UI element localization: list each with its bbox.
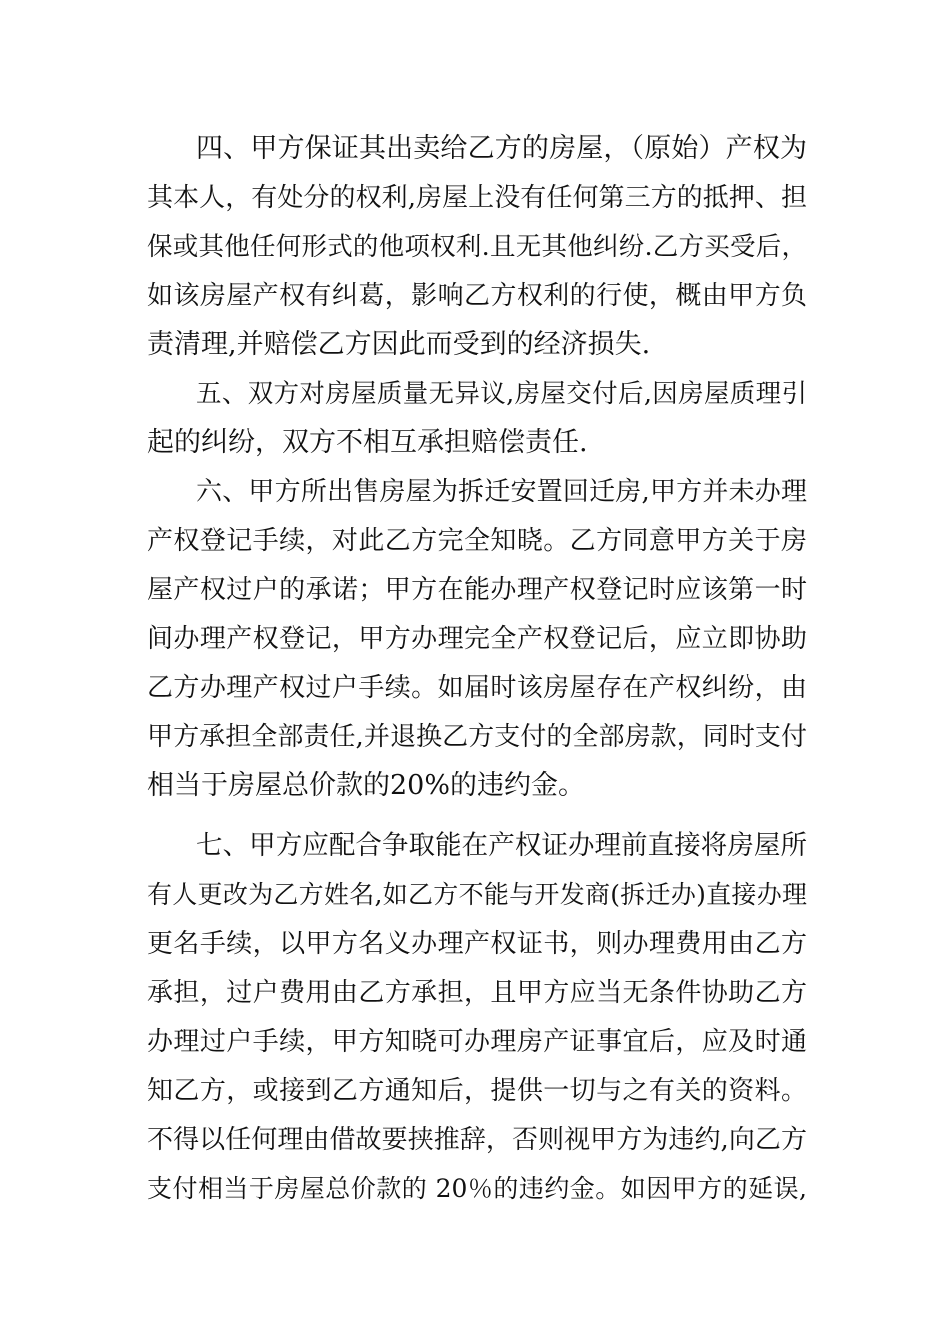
clause-4-line-3: 保或其他任何形式的他项权利.且无其他纠纷.乙方买受后， xyxy=(147,232,807,262)
clause-7-line-6: 知乙方，或接到乙方通知后，提供一切与之有关的资料。 xyxy=(147,1076,807,1106)
clause-5-line-1: 五、双方对房屋质量无异议,房屋交付后,因房屋质理引 xyxy=(196,379,807,409)
clause-6-line-4: 间办理产权登记，甲方办理完全产权登记后，应立即协助 xyxy=(147,624,807,654)
clause-4-line-5: 责清理,并赔偿乙方因此而受到的经济损失. xyxy=(147,329,651,360)
clause-6-line-6: 甲方承担全部责任,并退换乙方支付的全部房款，同时支付 xyxy=(147,722,807,752)
clause-6-line-2: 产权登记手续，对此乙方完全知晓。乙方同意甲方关于房 xyxy=(147,526,807,556)
clause-4-line-4: 如该房屋产权有纠葛，影响乙方权利的行使，概由甲方负 xyxy=(147,281,807,311)
clause-6-line-3: 屋产权过户的承诺；甲方在能办理产权登记时应该第一时 xyxy=(147,575,807,605)
clause-7-line-7: 不得以任何理由借故要挟推辞，否则视甲方为违约,向乙方 xyxy=(147,1125,807,1155)
clause-4-line-2: 其本人，有处分的权利,房屋上没有任何第三方的抵押、担 xyxy=(147,183,807,213)
clause-6-line-5: 乙方办理产权过户手续。如届时该房屋存在产权纠纷，由 xyxy=(147,673,807,703)
clause-5-line-2: 起的纠纷，双方不相互承担赔偿责任. xyxy=(147,427,588,458)
clause-7-line-4: 承担，过户费用由乙方承担，且甲方应当无条件协助乙方 xyxy=(147,978,807,1008)
clause-7-line-3: 更名手续，以甲方名义办理产权证书，则办理费用由乙方 xyxy=(147,929,807,959)
clause-4-line-1: 四、甲方保证其出卖给乙方的房屋，（原始）产权为 xyxy=(196,133,807,164)
clause-7-line-1: 七、甲方应配合争取能在产权证办理前直接将房屋所 xyxy=(196,830,807,861)
clause-7-line-2: 有人更改为乙方姓名,如乙方不能与开发商(拆迁办)直接办理 xyxy=(147,880,807,909)
clause-7-line-5: 办理过户手续，甲方知晓可办理房产证事宜后，应及时通 xyxy=(147,1027,807,1057)
clause-7-line-8: 支付相当于房屋总价款的 20％的违约金。如因甲方的延误, xyxy=(147,1174,807,1203)
clause-6-line-7: 相当于房屋总价款的20%的违约金。 xyxy=(147,770,586,801)
clause-6-line-1: 六、甲方所出售房屋为拆迁安置回迁房,甲方并未办理 xyxy=(196,477,807,507)
